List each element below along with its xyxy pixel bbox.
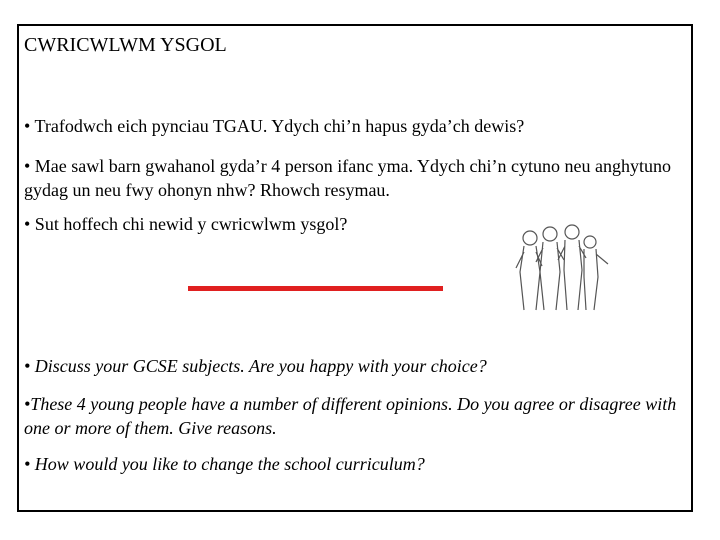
red-divider-line [188, 286, 443, 291]
english-question-1: • Discuss your GCSE subjects. Are you happy with your choice? [24, 356, 487, 376]
welsh-question-2: • Mae sawl barn gwahanol gyda’r 4 person ifanc yma. Ydych chi’n cytuno neu anghytuno gydag un neu fwy ohonyn nhw? Rhowch resymau. [24, 156, 671, 200]
english-question-3: • How would you like to change the school curriculum? [24, 454, 425, 474]
young-people-illustration [512, 222, 612, 314]
english-question-2: •These 4 young people have a number of different opinions. Do you agree or disagree with one or more of them. Give reasons. [24, 394, 677, 438]
slide-title: CWRICWLWM YSGOL [24, 34, 227, 56]
welsh-question-3: • Sut hoffech chi newid y cwricwlwm ysgol? [24, 214, 348, 234]
welsh-question-1: • Trafodwch eich pynciau TGAU. Ydych chi’n hapus gyda’ch dewis? [24, 116, 525, 136]
